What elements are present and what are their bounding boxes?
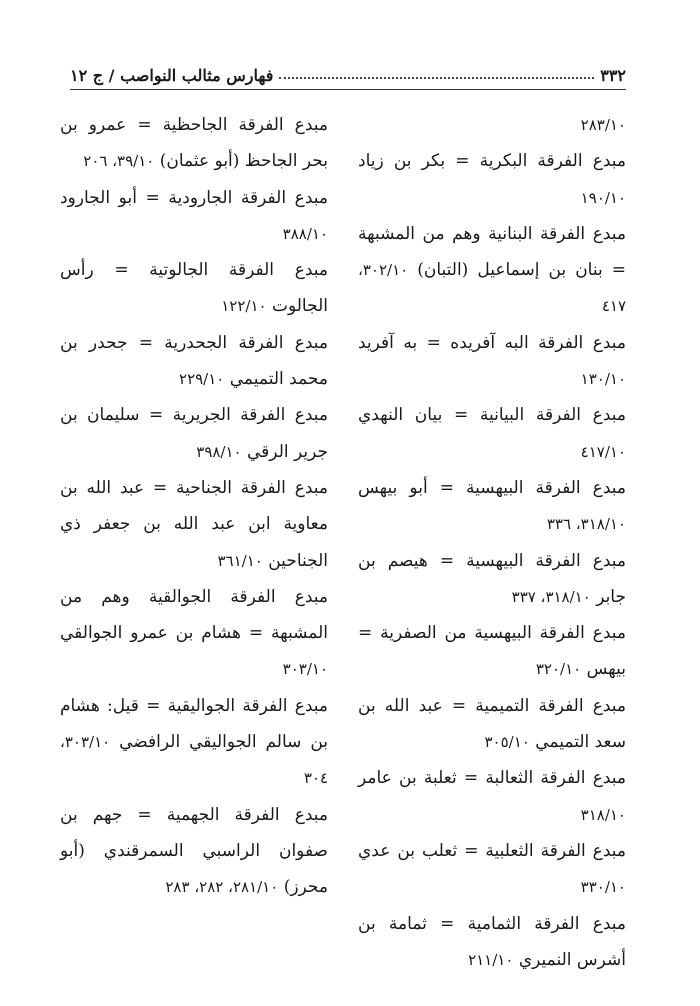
index-entry	[358, 543, 626, 616]
running-title: فهارس مثالب النواصب / ج ١٢	[70, 66, 274, 85]
index-entry	[60, 252, 328, 325]
entry-text: مبدع الفرقة البنانية وهم من المشبهة = بنان بن إسماعيل (التبان)	[358, 223, 626, 281]
entry-text: مبدع الفرقة البيهسية = أبو بيهس	[358, 477, 626, 498]
entry-page-ref: ١٩٠/١٠	[580, 188, 626, 207]
index-entry	[60, 688, 328, 797]
index-entry	[358, 615, 626, 688]
entry-text: مبدع الفرقة الثعالبة = ثعلبة بن عامر	[358, 768, 626, 789]
entry-text: مبدع الفرقة البيهسية = هيصم بن جابر	[358, 550, 626, 607]
entry-page-ref: ٣٠٢/١٠، ٤١٧	[358, 261, 626, 316]
index-entry	[358, 216, 626, 325]
entry-page-ref: ٣٠٥/١٠	[484, 733, 530, 752]
index-entry	[358, 760, 626, 833]
entry-page-ref: ٣١٨/١٠، ٣٣٧	[511, 587, 591, 606]
entry-page-ref: ٢١١/١٠	[468, 950, 514, 969]
index-entry	[60, 325, 328, 398]
index-entry	[358, 906, 626, 979]
index-entry	[358, 397, 626, 470]
entry-text: مبدع الفرقة الجناحية = عبد الله بن معاوية ابن عبد الله بن جعفر ذي الجناحين	[60, 477, 328, 571]
entry-page-ref: ١٢٢/١٠	[221, 297, 267, 316]
entry-page-ref: ٣٨٨/١٠	[282, 224, 328, 243]
index-entry	[358, 143, 626, 216]
entry-text: مبدع الفرقة التميمية = عبد الله بن سعد التميمي	[358, 695, 626, 753]
entry-page-ref: ٣٦١/١٠	[217, 551, 263, 570]
entry-page-ref: ٣٩٨/١٠	[196, 442, 242, 461]
entry-text: مبدع الفرقة الجارودية = أبو الجارود	[60, 187, 328, 208]
entry-text: مبدع الفرقة البيهسية من الصفرية = بيهس	[358, 623, 626, 680]
page-number: ٣٣٢	[600, 66, 626, 85]
entry-page-ref: ٢٨١/١٠، ٢٨٢، ٢٨٣	[165, 878, 279, 897]
entry-text: مبدع الفرقة الجالوتية = رأس الجالوت	[60, 260, 328, 317]
entry-text: مبدع الفرقة الثعلبية = ثعلب بن عدي	[358, 840, 626, 861]
right-column	[358, 107, 626, 978]
index-entry	[358, 325, 626, 398]
entry-text: مبدع الفرقة البه آفريده = به آفريد	[358, 332, 626, 353]
index-entry	[60, 180, 328, 253]
index-entry	[358, 833, 626, 906]
entry-text: مبدع الفرقة البكرية = بكر بن زياد	[358, 151, 626, 172]
index-entry	[358, 107, 626, 143]
index-entry	[358, 688, 626, 761]
index-entry	[60, 397, 328, 470]
entry-text: مبدع الفرقة البيانية = بيان النهدي	[358, 405, 626, 426]
entry-page-ref: ٣٢٠/١٠	[535, 660, 582, 679]
left-column	[60, 107, 328, 906]
entry-page-ref: ٣١٨/١٠	[580, 805, 626, 824]
entry-page-ref: ٢٢٩/١٠	[179, 370, 225, 389]
entry-page-ref: ٣٣٠/١٠	[580, 878, 626, 897]
entry-page-ref: ٤١٧/١٠	[580, 442, 626, 461]
entry-text: مبدع الفرقة الجحدرية = جحدر بن محمد التميمي	[60, 332, 328, 390]
entry-page-ref: ٣٠٣/١٠، ٣٠٤	[60, 733, 328, 788]
index-entry	[358, 470, 626, 543]
entry-text: مبدع الفرقة الجهمية = جهم بن صفوان الراسبي السمرقندي (أبو محرز)	[60, 804, 328, 898]
index-entry	[60, 579, 328, 688]
entry-page-ref: ٣١٨/١٠، ٣٣٦	[546, 515, 626, 534]
page-header	[70, 60, 626, 90]
entry-page-ref: ٢٨٣/١٠	[580, 116, 626, 134]
entry-text: مبدع الفرقة الجوالقية وهم من المشبهة = هشام بن عمرو الجوالقي	[60, 586, 328, 644]
index-entry	[60, 107, 328, 180]
index-entry	[60, 470, 328, 579]
entry-text: مبدع الفرقة الجاحظية = عمرو بن بحر الجاحظ (أبو عثمان)	[60, 115, 328, 172]
entry-page-ref: ١٣٠/١٠	[580, 370, 626, 389]
entry-text: مبدع الفرقة الجريرية = سليمان بن جرير الرقي	[60, 405, 328, 462]
entry-page-ref: ٣٩/١٠، ٢٠٦	[83, 152, 155, 171]
entry-text: مبدع الفرقة الجواليقية = قيل: هشام بن سالم الجواليقي الرافضي	[60, 695, 329, 753]
entry-page-ref: ٣٠٣/١٠	[282, 660, 328, 679]
entry-text: مبدع الفرقة الثمامية = ثمامة بن أشرس النميري	[358, 913, 626, 970]
index-entry	[60, 797, 328, 906]
header-dot-leader	[279, 77, 594, 79]
